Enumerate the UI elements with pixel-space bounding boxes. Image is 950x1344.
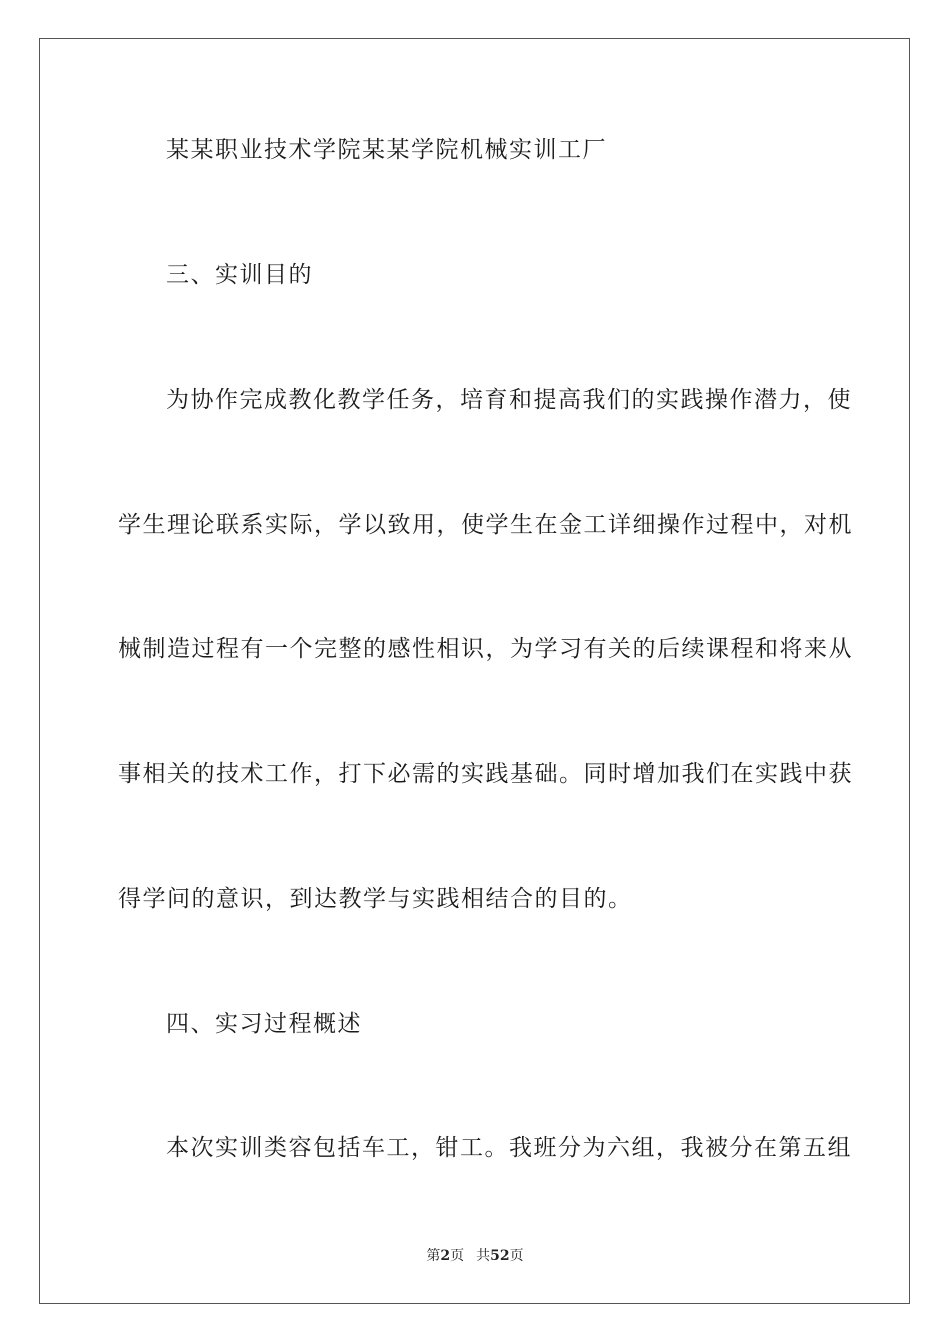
paragraph-line-6: 本次实训类容包括车工，钳工。我班分为六组，我被分在第五组 bbox=[166, 1135, 852, 1161]
paragraph-line-2: 学生理论联系实际，学以致用，使学生在金工详细操作过程中，对机 bbox=[118, 512, 853, 538]
paragraph-line-3: 械制造过程有一个完整的感性相识，为学习有关的后续课程和将来从 bbox=[118, 636, 853, 662]
footer-page-prefix: 第 bbox=[426, 1248, 441, 1264]
paragraph-line-5: 得学问的意识，到达教学与实践相结合的目的。 bbox=[118, 886, 633, 912]
footer-total-pages: 52 bbox=[490, 1248, 510, 1264]
footer-page-number: 2 bbox=[440, 1248, 451, 1264]
page-border bbox=[39, 38, 910, 1304]
paragraph-line-1: 为协作完成教化教学任务，培育和提高我们的实践操作潜力，使 bbox=[166, 387, 852, 413]
paragraph-line-4: 事相关的技术工作，打下必需的实践基础。同时增加我们在实践中获 bbox=[118, 761, 853, 787]
footer-total-prefix: 共 bbox=[476, 1248, 491, 1264]
body-line-location: 某某职业技术学院某某学院机械实训工厂 bbox=[166, 137, 607, 163]
footer-page-suffix: 页 bbox=[450, 1248, 465, 1264]
section-heading-process-overview: 四、实习过程概述 bbox=[166, 1011, 362, 1037]
page-footer bbox=[0, 1247, 950, 1265]
footer-total-suffix: 页 bbox=[509, 1248, 524, 1264]
section-heading-training-purpose: 三、实训目的 bbox=[166, 262, 313, 288]
